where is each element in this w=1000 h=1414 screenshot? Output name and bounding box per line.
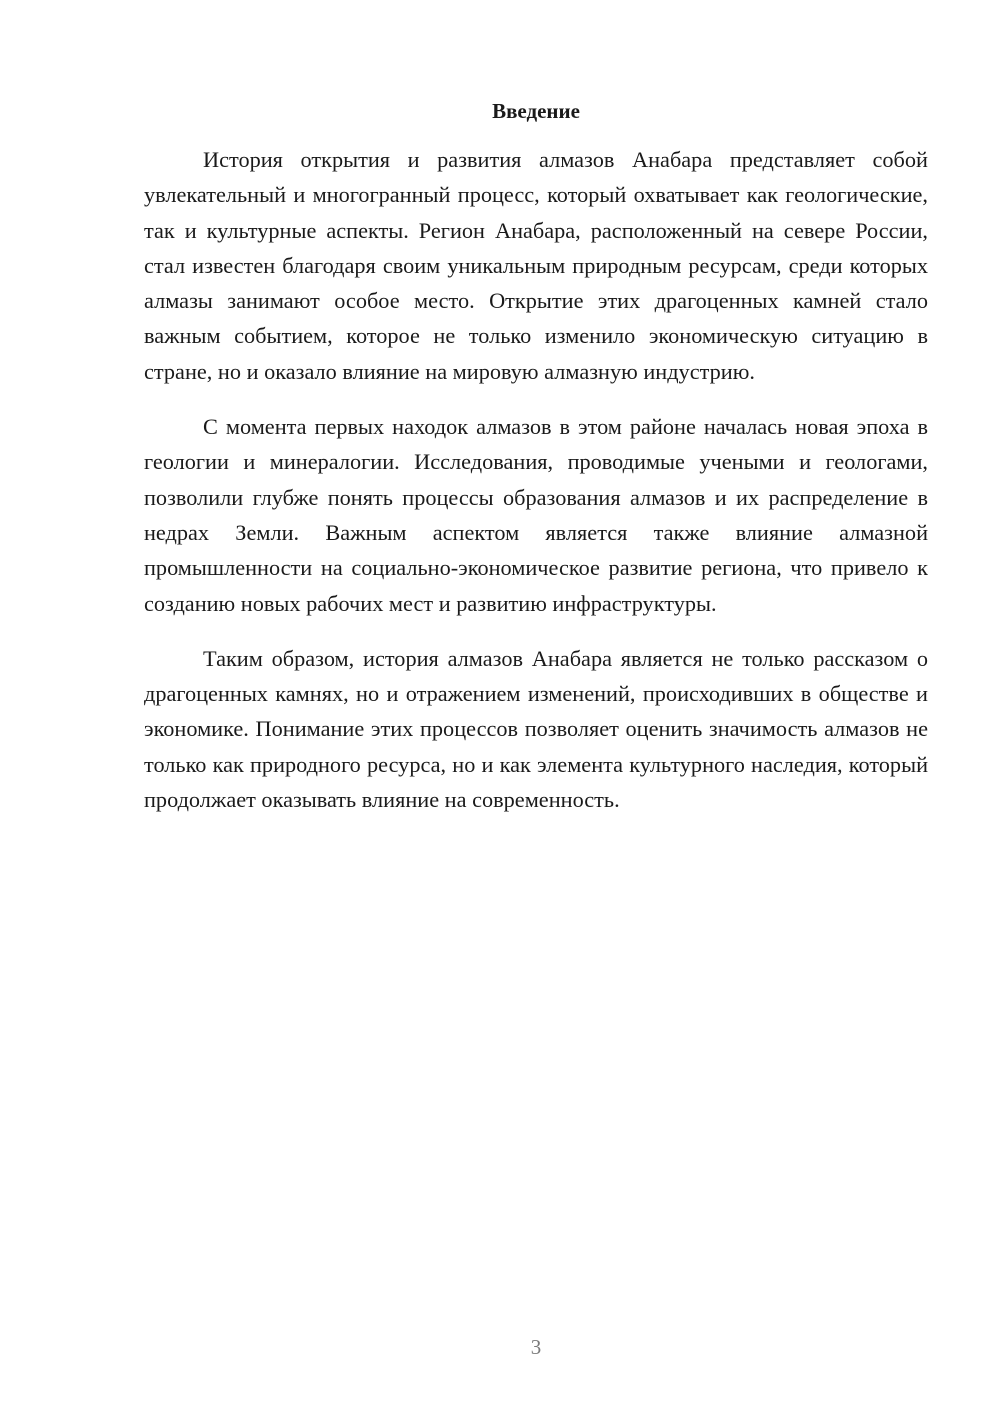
paragraph-2: С момента первых находок алмазов в этом районе началась новая эпоха в геологии и минералогии. Исследования, проводимые учеными и геологами, позволили глубже понять процессы образования алмазов и их распределение в недрах Земли. Важным аспектом является также влияние алмазной промышленности на социально-экономическое развитие региона, что привело к созданию новых рабочих мест и развитию инфраструктуры. [144, 414, 928, 616]
paragraph-1: История открытия и развития алмазов Анабара представляет собой увлекательный и многогранный процесс, который охватывает как геологические, так и культурные аспекты. Регион Анабара, расположенный на севере России, стал известен благодаря своим уникальным природным ресурсам, среди которых алмазы занимают особое место. Открытие этих драгоценных камней стало важным событием, которое не только изменило экономическую ситуацию в стране, но и оказало влияние на мировую алмазную индустрию. [144, 147, 928, 384]
paragraph-3: Таким образом, история алмазов Анабара является не только рассказом о драгоценных камнях, но и отражением изменений, происходивших в обществе и экономике. Понимание этих процессов позволяет оценить значимость алмазов не только как природного ресурса, но и как элемента культурного наследия, который продолжает оказывать влияние на современность. [144, 645, 928, 813]
body-text [144, 142, 928, 837]
page-number: 3 [530, 1335, 542, 1359]
section-heading: Введение [492, 99, 580, 123]
